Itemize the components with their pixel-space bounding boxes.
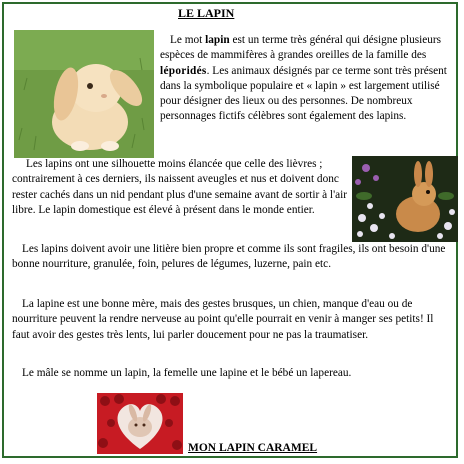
care-text: Les lapins doivent avoir une litière bien propre et comme ils sont fragiles, ils ont besoin d'une bonne nourriture, granulée, foin, pelures de légumes, luzerne, pain etc. [12,243,446,271]
rabbit-in-flowers-image [352,156,458,242]
rabbit-on-grass-image [14,30,154,158]
keyword-leporides: léporidés [160,64,207,77]
silhouette-text: Les lapins ont une silhouette moins élancée que celle des lièvres ; contrairement à ces derniers, ils naissent aveugles et nus et doivent donc rester cachés dans un nid pendant plus d'une semaine avant de sortir à l'air libre. Le lapin domestique est élevé à présent dans le monde entier. [12,158,348,216]
paragraph-silhouette [12,157,358,218]
intro-text-after: . Les animaux désignés par ce terme sont très présent dans la symbolique populaire et « lapin » est largement utilisé pour désigner des lieux ou des personnes. De nombreux personnages fictifs célèbres sont également des lapins. [160,64,447,123]
paragraph-mother [12,297,452,343]
keyword-lapin: lapin [205,34,230,46]
photo-caption: MON LAPIN CARAMEL [188,442,318,454]
rabbit-heart-frame-image [97,393,183,454]
paragraph-intro [160,33,456,125]
paragraph-care [12,242,450,273]
names-text: Le mâle se nomme un lapin, la femelle une lapine et le bébé un lapereau. [22,367,352,379]
intro-text-middle: est un terme très général qui désigne plusieurs espèces de mammifères à grandes oreilles de la famille des [160,34,442,62]
page-title: LE LAPIN [178,6,235,20]
intro-text-before: Le mot [170,34,206,46]
mother-text: La lapine est une bonne mère, mais des gestes brusques, un chien, manque d'eau ou de nourriture peuvent la rendre nerveuse au point qu'elle pourrait en venir à manger ses petits! Il faut avoir des gestes très lents, lui parler doucement pour ne pas la traumatiser. [12,298,434,341]
paragraph-names [12,366,452,381]
